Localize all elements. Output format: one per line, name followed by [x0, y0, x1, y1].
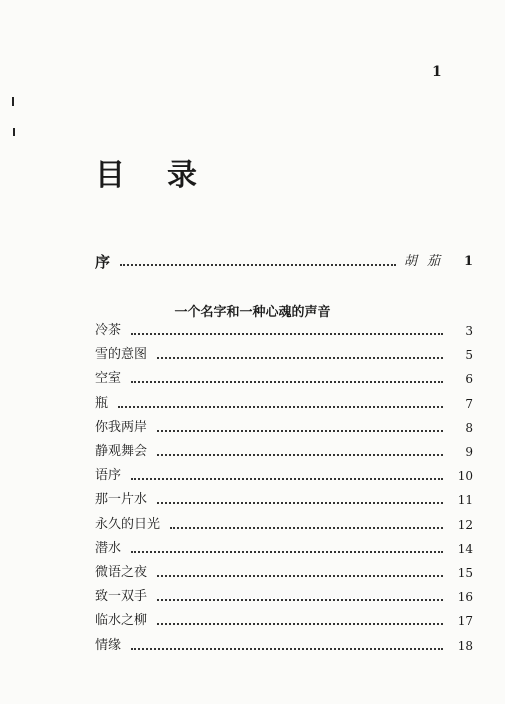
toc-entry-title: 情缘 — [95, 637, 122, 653]
toc-entry — [95, 612, 473, 630]
toc-entry-title: 雪的意图 — [95, 347, 148, 363]
dot-leader — [157, 454, 443, 456]
toc-entry — [95, 322, 473, 340]
toc-entry-page: 18 — [457, 638, 473, 653]
scan-artifact-mark — [13, 128, 15, 136]
preface-row — [95, 253, 473, 271]
dot-leader — [120, 264, 396, 266]
toc-entry-page: 5 — [465, 348, 473, 363]
toc-entry-title: 瓶 — [95, 395, 109, 411]
dot-leader — [118, 406, 443, 408]
toc-entry — [95, 419, 473, 437]
page-number: 1 — [432, 64, 444, 80]
title-char-2: 录 — [167, 158, 197, 193]
toc-entry — [95, 370, 473, 388]
toc-entry-title: 致一双手 — [95, 589, 148, 605]
toc-entry-title: 你我两岸 — [95, 419, 148, 435]
dot-leader — [131, 381, 443, 383]
toc-entry-page: 10 — [457, 469, 473, 484]
toc-entry-title: 语序 — [95, 468, 122, 484]
dot-leader — [157, 575, 443, 577]
scan-artifact-mark — [12, 97, 14, 106]
toc-entry-title: 冷茶 — [95, 323, 122, 338]
toc-entry-page: 7 — [465, 396, 473, 411]
toc-entry — [95, 491, 473, 509]
dot-leader — [170, 527, 443, 529]
toc-entry-title: 空室 — [95, 371, 122, 387]
toc-entry-page: 3 — [465, 324, 473, 338]
dot-leader — [157, 599, 443, 601]
preface-page: 1 — [463, 254, 473, 269]
dot-leader — [157, 623, 443, 625]
toc-entry — [95, 637, 473, 655]
preface-author: 胡 茄 — [403, 254, 443, 269]
dot-leader — [157, 357, 443, 359]
dot-leader — [131, 333, 443, 335]
toc-entry — [95, 467, 473, 485]
toc-entry-page: 12 — [457, 517, 473, 532]
toc-entry-title: 永久的日光 — [95, 516, 161, 532]
toc-entry-page: 6 — [465, 372, 473, 387]
toc-entry-page: 8 — [465, 420, 473, 435]
section-title: 一个名字和一种心魂的声音 — [174, 305, 331, 320]
toc-entry — [95, 540, 473, 558]
dot-leader — [131, 551, 443, 553]
toc-entry — [95, 516, 473, 534]
toc-entry-page: 14 — [457, 541, 473, 556]
toc-entry — [95, 588, 473, 606]
toc-entry-title: 临水之柳 — [95, 613, 148, 629]
toc-entry-page: 15 — [457, 566, 473, 580]
toc-entry-title: 微语之夜 — [95, 565, 148, 580]
toc-entry-title: 那一片水 — [95, 492, 148, 508]
toc-entry — [95, 564, 473, 582]
toc-entry — [95, 443, 473, 461]
preface-label: 序 — [95, 253, 111, 271]
toc-entry-title: 潜水 — [95, 540, 122, 556]
toc-entry — [95, 346, 473, 364]
toc-entry-page: 9 — [465, 445, 473, 459]
dot-leader — [157, 502, 443, 504]
toc-entry-page: 16 — [457, 590, 473, 605]
toc-entry-page: 17 — [457, 614, 473, 629]
dot-leader — [157, 430, 443, 432]
title-char-1: 目 — [95, 158, 125, 193]
dot-leader — [131, 478, 443, 480]
toc-entry-page: 11 — [457, 493, 473, 508]
dot-leader — [131, 648, 443, 650]
toc-entry-title: 静观舞会 — [95, 444, 148, 459]
page-title — [95, 150, 197, 194]
toc-entry — [95, 395, 473, 413]
